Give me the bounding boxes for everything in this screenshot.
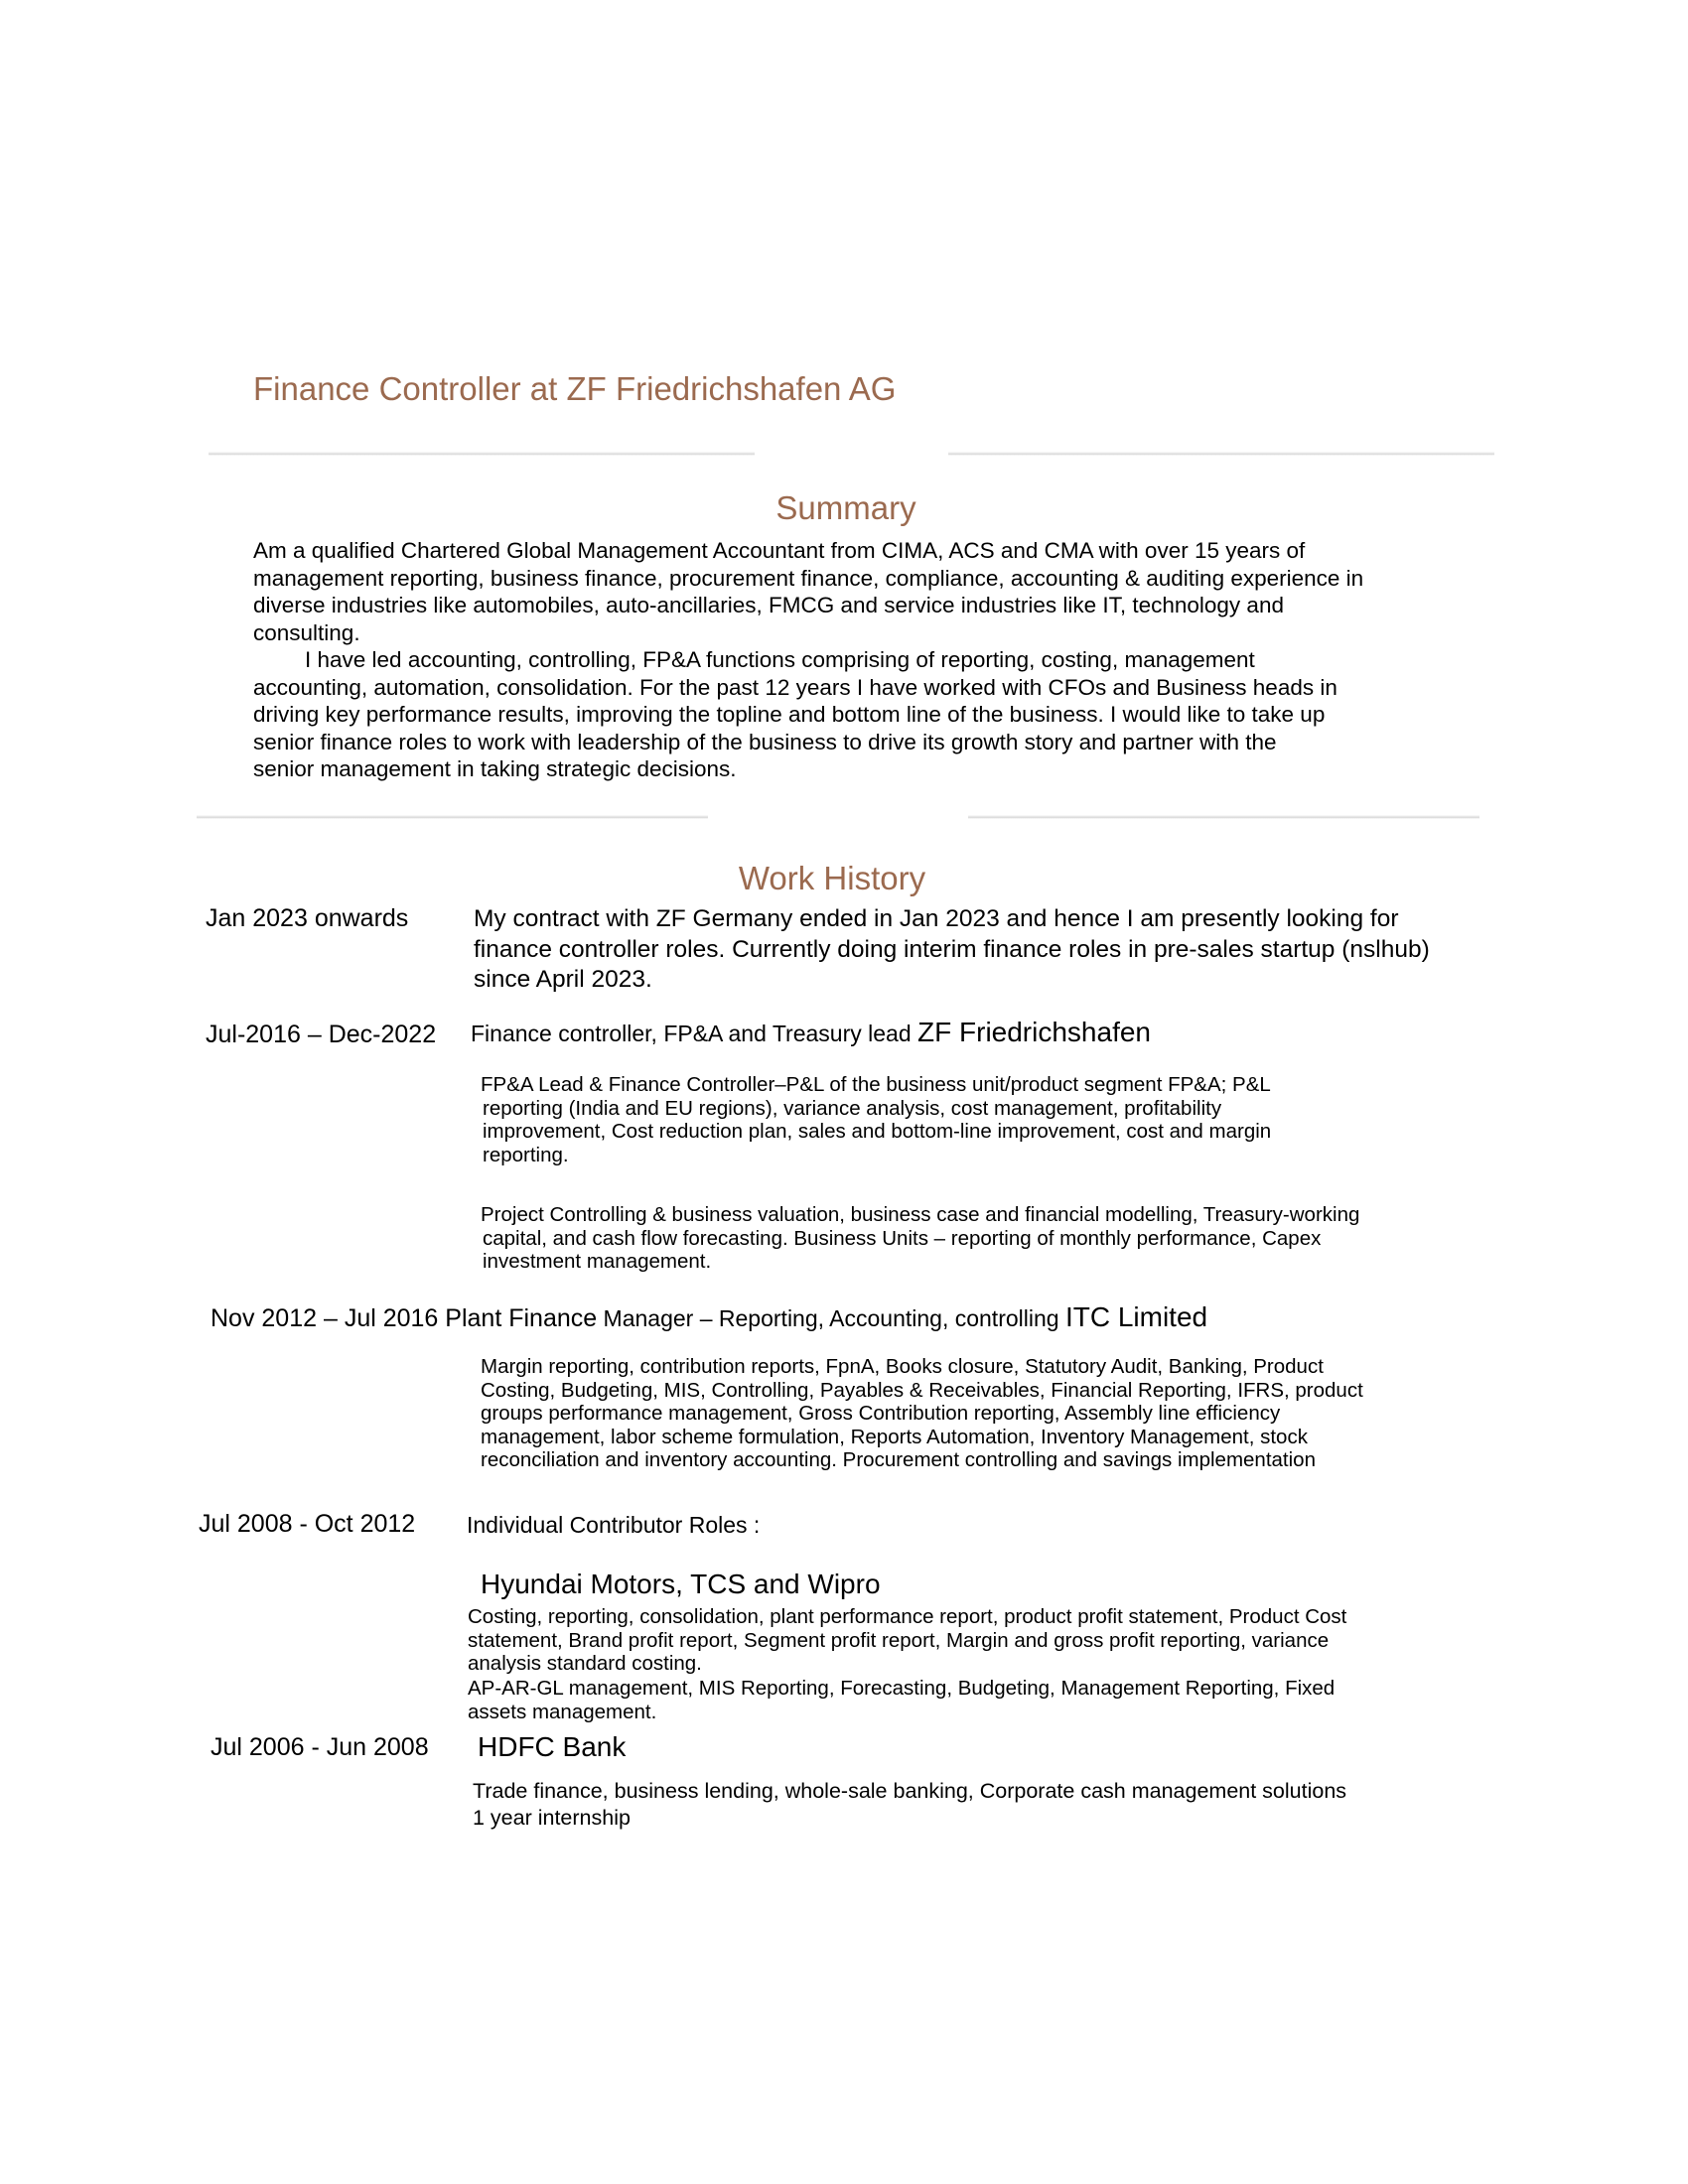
divider-left xyxy=(197,815,708,819)
detail-line: Project Controlling & business valuation, business case and financial modelling, Treasury-working xyxy=(481,1203,1360,1226)
detail-line: improvement, Cost reduction plan, sales and bottom-line improvement, cost and margin xyxy=(483,1120,1272,1143)
entry-line: since April 2023. xyxy=(474,966,652,993)
entry-date: Jul-2016 – Dec-2022 xyxy=(206,1021,437,1048)
entry-date: Jul 2006 - Jun 2008 xyxy=(211,1733,429,1761)
entry-date: Jul 2008 - Oct 2012 xyxy=(199,1510,416,1538)
divider-left xyxy=(209,452,755,456)
role-title: Finance controller, FP&A and Treasury lead xyxy=(471,1021,918,1046)
role-title: Manager – Reporting, Accounting, controlling xyxy=(597,1305,1065,1331)
detail-line: 1 year internship xyxy=(473,1806,631,1830)
company-name: ITC Limited xyxy=(1064,1301,1208,1332)
entry-detail xyxy=(481,1355,1493,1472)
entry-detail xyxy=(468,1677,1490,1723)
summary-heading: Summary xyxy=(775,489,916,526)
entry-detail xyxy=(481,1203,1493,1274)
company-name: Hyundai Motors, TCS and Wipro xyxy=(481,1569,881,1599)
page-title: Finance Controller at ZF Friedrichshafen AG xyxy=(253,370,897,407)
summary-text xyxy=(253,537,1504,783)
entry-detail xyxy=(468,1605,1490,1676)
summary-line: management reporting, business finance, procurement finance, compliance, accounting & auditing experience in xyxy=(253,565,1364,591)
entry-date: Nov 2012 – Jul 2016 xyxy=(211,1304,439,1332)
detail-line: analysis standard costing. xyxy=(468,1652,702,1675)
detail-line: reporting. xyxy=(483,1143,569,1166)
detail-line: Margin reporting, contribution reports, FpnA, Books closure, Statutory Audit, Banking, Product xyxy=(481,1355,1324,1378)
divider-right xyxy=(968,815,1479,819)
detail-line: groups performance management, Gross Contribution reporting, Assembly line efficiency xyxy=(481,1402,1281,1425)
detail-line: management, labor scheme formulation, Reports Automation, Inventory Management, stock xyxy=(481,1425,1308,1448)
entry-description xyxy=(474,904,1430,996)
detail-line: statement, Brand profit report, Segment profit report, Margin and gross profit reporting, variance xyxy=(468,1628,1330,1652)
company-name: ZF Friedrichshafen xyxy=(917,1017,1151,1047)
entry-line: finance controller roles. Currently doing interim finance roles in pre-sales startup (nslhub) xyxy=(474,935,1430,963)
summary-line: accounting, automation, consolidation. For the past 12 years I have worked with CFOs and Business heads in xyxy=(253,674,1337,700)
detail-line: AP-AR-GL management, MIS Reporting, Forecasting, Budgeting, Management Reporting, Fixed xyxy=(468,1677,1336,1700)
work-history-heading: Work History xyxy=(738,860,926,896)
summary-line: senior management in taking strategic decisions. xyxy=(253,756,737,781)
detail-line: Costing, Budgeting, MIS, Controlling, Payables & Receivables, Financial Reporting, IFRS, product xyxy=(481,1378,1363,1402)
entry-heading xyxy=(211,1301,1207,1333)
summary-line: consulting. xyxy=(253,619,360,645)
summary-line: I have led accounting, controlling, FP&A functions comprising of reporting, costing, management xyxy=(305,647,1255,672)
detail-line: reporting (India and EU regions), variance analysis, cost management, profitability xyxy=(483,1096,1222,1120)
detail-line: reconciliation and inventory accounting. Procurement controlling and savings implementation xyxy=(481,1448,1316,1471)
detail-line: assets management. xyxy=(468,1700,657,1723)
detail-line: FP&A Lead & Finance Controller–P&L of the business unit/product segment FP&A; P&L xyxy=(481,1073,1271,1096)
detail-line: Trade finance, business lending, whole-sale banking, Corporate cash management solutions xyxy=(473,1779,1347,1803)
detail-line: investment management. xyxy=(483,1250,712,1273)
detail-line: Costing, reporting, consolidation, plant performance report, product profit statement, Product Cost xyxy=(468,1605,1347,1628)
summary-line: Am a qualified Chartered Global Management Accountant from CIMA, ACS and CMA with over 15 years of xyxy=(253,538,1306,563)
entry-role xyxy=(471,1017,1151,1048)
detail-line: capital, and cash flow forecasting. Business Units – reporting of monthly performance, Capex xyxy=(483,1226,1322,1250)
entry-detail xyxy=(481,1073,1493,1166)
summary-line: driving key performance results, improving the topline and bottom line of the business. I would like to take up xyxy=(253,702,1326,727)
summary-line: senior finance roles to work with leadership of the business to drive its growth story and partner with the xyxy=(253,729,1277,754)
role-title: Plant Finance xyxy=(438,1304,598,1332)
entry-detail xyxy=(473,1778,1346,1832)
role-title: Individual Contributor Roles : xyxy=(467,1512,761,1538)
company-name: HDFC Bank xyxy=(478,1731,627,1762)
divider-right xyxy=(948,452,1494,456)
entry-date: Jan 2023 onwards xyxy=(206,904,409,932)
summary-line: diverse industries like automobiles, auto-ancillaries, FMCG and service industries like IT, technology and xyxy=(253,593,1284,617)
entry-line: My contract with ZF Germany ended in Jan 2023 and hence I am presently looking for xyxy=(474,905,1399,932)
